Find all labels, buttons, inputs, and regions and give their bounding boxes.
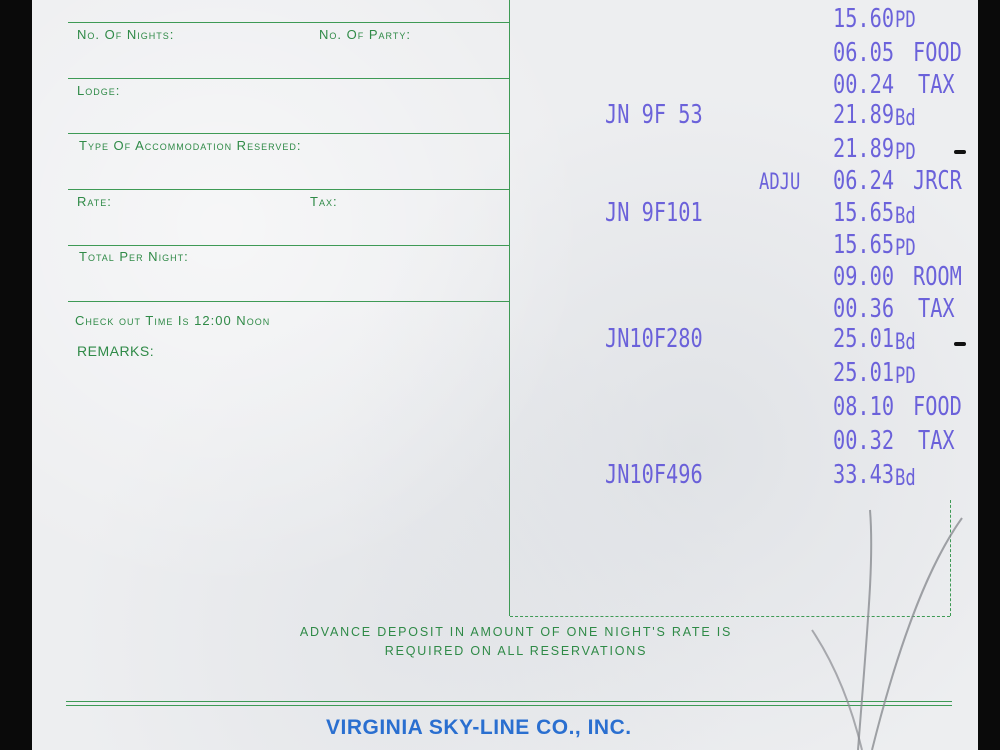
- lodge-label: Lodge:: [77, 83, 121, 98]
- pencil-stroke: [812, 630, 862, 750]
- ledger-amount: 25.01: [833, 324, 895, 354]
- ledger-amount: 15.65: [833, 230, 895, 260]
- ledger-amount: 00.32: [833, 426, 895, 456]
- ledger-amount: 09.00: [833, 262, 895, 292]
- checkout-label: Check out Time Is 12:00 Noon: [75, 313, 271, 328]
- ledger-type: TAX: [918, 294, 955, 324]
- ledger-code: ADJU: [759, 170, 801, 195]
- ledger-type: Bd: [895, 330, 916, 355]
- ledger-type: PD: [895, 140, 916, 165]
- form-rule: [68, 301, 509, 302]
- ledger-date: JN10F280: [605, 324, 703, 354]
- ledger-date: JN 9F101: [605, 198, 703, 228]
- ledger-type: FOOD: [913, 392, 962, 422]
- ledger-amount: 15.65: [833, 198, 895, 228]
- ledger-amount: 21.89: [833, 134, 895, 164]
- company-name: VIRGINIA SKY-LINE CO., INC.: [326, 716, 632, 739]
- form-rule: [68, 22, 509, 23]
- ledger-type: FOOD: [913, 38, 962, 68]
- ledger-amount: 25.01: [833, 358, 895, 388]
- form-rule: [68, 133, 509, 134]
- pencil-stroke: [872, 518, 962, 750]
- ledger-type: ROOM: [913, 262, 962, 292]
- ledger-type: Bd: [895, 204, 916, 229]
- form-rule: [68, 78, 509, 79]
- ledger-amount: 00.36: [833, 294, 895, 324]
- ledger-type: PD: [895, 236, 916, 261]
- tax-label: Tax:: [310, 194, 338, 209]
- footer-rule: [66, 701, 952, 702]
- ledger-amount: 08.10: [833, 392, 895, 422]
- ledger-amount: 06.05: [833, 38, 895, 68]
- nights-label: No. Of Nights:: [77, 27, 175, 42]
- deposit-notice-line1: ADVANCE DEPOSIT IN AMOUNT OF ONE NIGHT'S RATE IS: [299, 625, 733, 639]
- ledger-type: Bd: [895, 106, 916, 131]
- ledger-type: TAX: [918, 70, 955, 100]
- remarks-label: REMARKS:: [77, 343, 155, 359]
- receipt-paper: [32, 0, 978, 750]
- deposit-notice-line2: REQUIRED ON ALL RESERVATIONS: [384, 644, 648, 658]
- form-rule: [68, 245, 509, 246]
- ledger-type: PD: [895, 364, 916, 389]
- ledger-date: JN 9F 53: [605, 100, 703, 130]
- ledger-type: TAX: [918, 426, 955, 456]
- ledger-amount: 00.24: [833, 70, 895, 100]
- ledger-type: JRCR: [913, 166, 962, 196]
- perforation-line: [510, 616, 950, 617]
- accommodation-label: Type Of Accommodation Reserved:: [79, 138, 302, 153]
- total-label: Total Per Night:: [79, 249, 189, 264]
- ledger-amount: 06.24: [833, 166, 895, 196]
- ledger-date: JN10F496: [605, 460, 703, 490]
- ledger-type: Bd: [895, 466, 916, 491]
- edge-mark: [954, 150, 966, 154]
- party-label: No. Of Party:: [319, 27, 411, 42]
- form-rule: [68, 189, 509, 190]
- column-divider: [509, 0, 510, 616]
- edge-mark: [954, 342, 966, 346]
- ledger-amount: 15.60: [833, 4, 895, 34]
- perforation-line: [950, 500, 951, 616]
- pencil-stroke: [858, 510, 871, 750]
- rate-label: Rate:: [77, 194, 112, 209]
- footer-rule: [66, 705, 952, 706]
- ledger-amount: 21.89: [833, 100, 895, 130]
- ledger-type: PD: [895, 8, 916, 33]
- ledger-amount: 33.43: [833, 460, 895, 490]
